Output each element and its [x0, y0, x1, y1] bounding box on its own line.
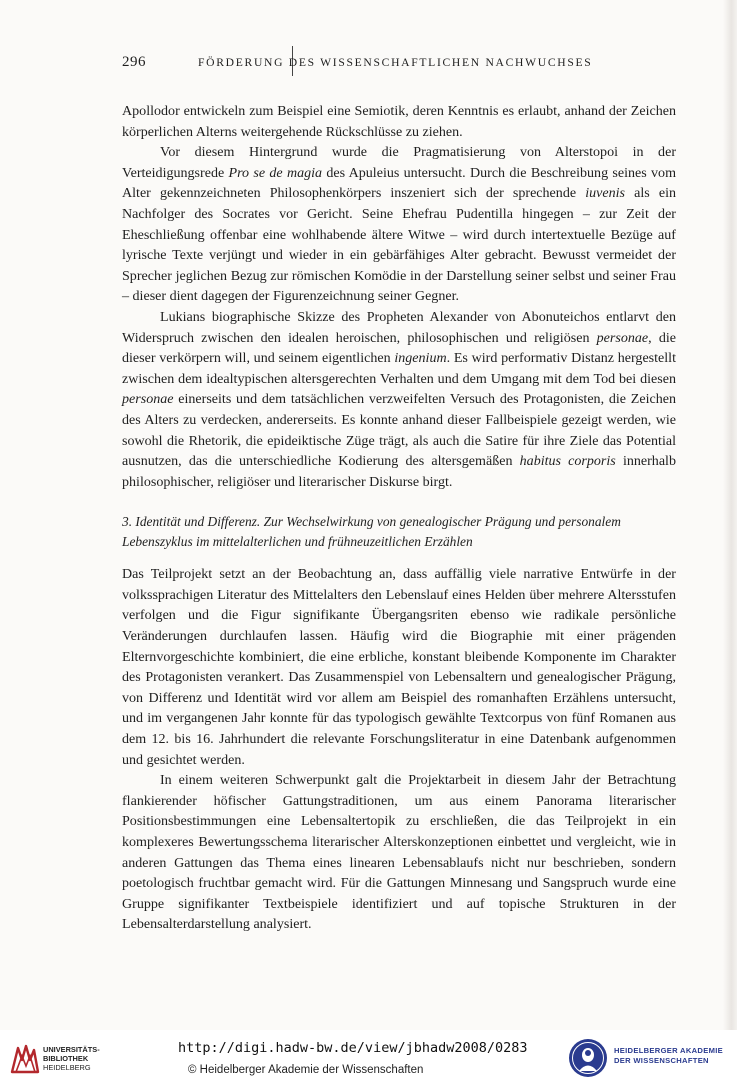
library-name-line: BIBLIOTHEK: [43, 1054, 89, 1063]
library-name-line: UNIVERSITÄTS-: [43, 1045, 100, 1054]
text-span: als ein Nachfolger des Socrates vor Gericht. Seine Ehefrau Pudentilla hingegen – zur Zeit der Eheschließung offenbar eine wohlhabende ältere Witwe – wird durch intertextuelle Bezüge auf lyrische Texte verjüngt und wieder in ein gebärfähiges Alter gebracht. Bewusst vermeidet der Sprecher jeglichen Bezug zur römischen Komödie in der Darstellung seiner selbst und seiner Frau – dieser dient dagegen der Figurenzeichnung seiner Gegner.: [122, 185, 676, 305]
library-name-line: HEIDELBERG: [43, 1063, 91, 1072]
paragraph-2: [122, 142, 676, 307]
text-span: innerhalb philosophischer, religiöser und literarischer Diskurse birgt.: [122, 453, 676, 490]
academy-name: [614, 1046, 723, 1066]
text-span: einerseits und dem tatsächlichen verzweifelten Versuch des Protagonisten, die Zeichen des Alters zu verdecken, andererseits. Es konnte anhand dieser Fallbeispiele gezeigt werden, wie sowohl die Rhetorik, die epideiktische Züge trägt, als auch die Satire für ihre Ziele das Potential ausnutzen, das die unterschiedliche Kodierung des altersgemäßen: [122, 391, 676, 470]
text-span: des Apuleius untersucht. Durch die Beschreibung seines vom Alter gekennzeichneten Philosophenkörpers inszeniert sich der sprechende: [122, 164, 676, 202]
university-library-name: [43, 1045, 100, 1072]
italic-term: iuvenis: [585, 185, 625, 202]
italic-term: habitus corporis: [519, 453, 616, 470]
paragraph-4: Das Teilprojekt setzt an der Beobachtung an, dass auffällig viele narrative Entwürfe in der volkssprachigen Literatur des Mittelalters den Lebenslauf eines Helden über mehrere Altersstufen verfolgen und die Figur signifikante Übergangsriten ebenso wie radikale persönliche Veränderungen durchlaufen lassen. Häufig wird die Biographie mit einer prägenden Elternvorgeschichte kombiniert, die eine erbliche, konstant bleibende Komponente im Charakter des Protagonisten verankert. Das Zusammenspiel von Lebensaltern und genealogischer Prägung, von Differenz und Identität wird vor allem am Beispiel des romanhaften Erzählens untersucht, und im vergangenen Jahr konnte für das typologisch gewählte Textcorpus von fünf Romanen aus dem 12. bis 16. Jahrhundert die relevante Forschungsliteratur in eine Datenbank aufgenommen und gesichtet werden.: [122, 566, 676, 768]
text-span: Lukians biographische Skizze des Propheten Alexander von Abonuteichos entlarvt den Widerspruch zwischen den idealen heroischen, philosophischen und religiösen: [122, 308, 676, 346]
text-span: , die dieser verkörpern will, und seinem eigentlichen: [122, 329, 677, 367]
italic-term: ingenium: [394, 350, 447, 367]
italic-term: personae: [122, 391, 174, 408]
body-text: [122, 101, 676, 935]
italic-title: Pro se de magia: [228, 164, 323, 181]
running-head: [122, 54, 682, 76]
copyright-notice: © Heidelberger Akademie der Wissenschaften: [188, 1064, 424, 1076]
text-span: Vor diesem Hintergrund wurde die Pragmatisierung von Alterstopoi in der Verteidigungsrede: [122, 144, 676, 181]
section-heading: 3. Identität und Differenz. Zur Wechselwirkung von genealogischer Prägung und personalem Lebenszyklus im mittelalterlichen und frühneuzeitlichen Erzählen: [122, 514, 621, 550]
paragraph-5: In einem weiteren Schwerpunkt galt die Projektarbeit in diesem Jahr der Betrachtung flankierender höfischer Gattungstraditionen, um aus einem Panorama literarischer Positionsbestimmungen eine Lebensaltertopik zu erschließen, die das Teilprojekt in ein komplexeres Bewertungsschema literarischer Alterskonzeptionen einbettet und vergleicht, wie in anderen Gattungen das Thema eines linearen Lebensablaufs nicht nur beschrieben, sondern poetologisch fruchtbar gemacht wird. Für die Gattungen Minnesang und Sangspruch wurde eine Gruppe signifikanter Textbeispiele identifiziert und auf topische Strukturen in der Lebensalterdarstellung analysiert.: [122, 772, 676, 933]
digitization-footer: [0, 1030, 737, 1086]
running-head-title: FÖRDERUNG DES WISSENSCHAFTLICHEN NACHWUCHSES: [198, 56, 593, 69]
academy-name-line: HEIDELBERGER AKADEMIE: [614, 1046, 723, 1055]
paragraph-1: Apollodor entwickeln zum Beispiel eine Semiotik, deren Kenntnis es erlaubt, anhand der Zeichen körperlichen Alterns weitergehende Rückschlüsse zu ziehen.: [122, 103, 676, 140]
permalink-url[interactable]: http://digi.hadw-bw.de/view/jbhadw2008/0283: [178, 1040, 528, 1056]
academy-seal-icon: [568, 1038, 608, 1078]
university-library-logo-icon: [8, 1042, 40, 1076]
page-edge-shadow: [723, 0, 737, 1030]
page-number: 296: [122, 54, 146, 70]
academy-name-line: DER WISSENSCHAFTEN: [614, 1056, 709, 1065]
paragraph-3: [122, 307, 676, 492]
text-span: . Es wird performativ Distanz hergestellt zwischen dem idealtypischen altersgerechten Verhalten und dem Umgang mit dem Tod bei diesen: [122, 350, 676, 387]
italic-term: personae: [596, 329, 649, 346]
